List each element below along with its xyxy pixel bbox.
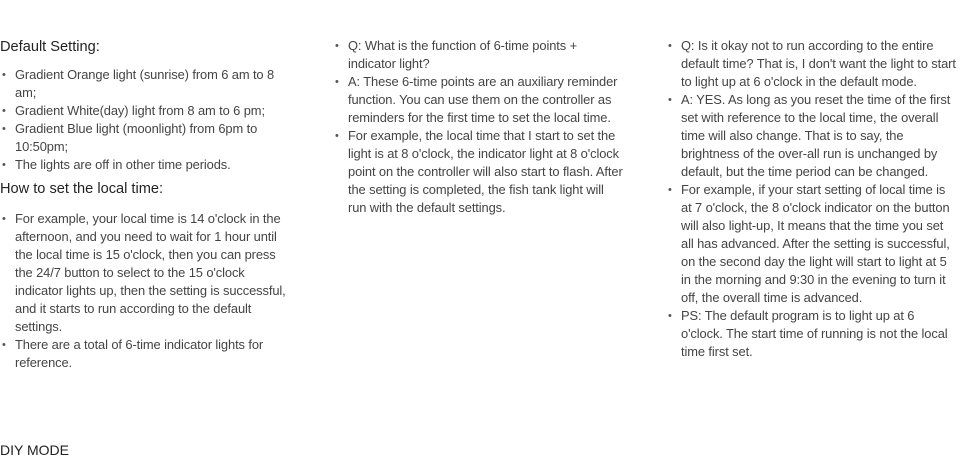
faq-time-points-list <box>333 37 625 217</box>
list-item: • A: These 6-time points are an auxiliary reminder function. You can use them on the controller as reminders for the first time to set the local time. <box>333 73 625 127</box>
list-item: • The lights are off in other time periods. <box>0 156 292 174</box>
list-item: • Q: What is the function of 6-time points + indicator light? <box>333 37 625 73</box>
column-default-setting <box>0 37 292 372</box>
column-faq-time-points <box>333 37 625 217</box>
list-item: • Gradient White(day) light from 8 am to 6 pm; <box>0 102 292 120</box>
list-item: • Gradient Orange light (sunrise) from 6 am to 8 am; <box>0 66 292 102</box>
heading-diy-mode: DIY MODE <box>0 442 69 458</box>
column-faq-default-time <box>666 37 958 361</box>
list-item: • PS: The default program is to light up at 6 o'clock. The start time of running is not the local time first set. <box>666 307 958 361</box>
list-item: • There are a total of 6-time indicator lights for reference. <box>0 336 292 372</box>
faq-default-time-list <box>666 37 958 361</box>
heading-default-setting: Default Setting: <box>0 39 100 55</box>
default-setting-list <box>0 66 292 174</box>
set-local-time-list <box>0 210 292 372</box>
list-item: • For example, if your start setting of local time is at 7 o'clock, the 8 o'clock indicator on the button will also light-up, It means that the time you set all has advanced. After the setting is successful, on the second day the light will start to light at 5 in the morning and 9:30 in the evening to turn it off, the overall time is advanced. <box>666 181 958 307</box>
list-item: • For example, the local time that I start to set the light is at 8 o'clock, the indicator light at 8 o'clock point on the controller will also start to flash. After the setting is completed, the fish tank light will run with the default settings. <box>333 127 625 217</box>
heading-set-local-time: How to set the local time: <box>0 181 164 197</box>
list-item: • Gradient Blue light (moonlight) from 6pm to 10:50pm; <box>0 120 292 156</box>
list-item: • A: YES. As long as you reset the time of the first set with reference to the local time, the overall time will also change. That is to say, the brightness of the over-all run is unchanged by default, but the time period can be changed. <box>666 91 958 181</box>
list-item: • For example, your local time is 14 o'clock in the afternoon, and you need to wait for 1 hour until the local time is 15 o'clock, then you can press the 24/7 button to select to the 15 o'clock indicator lights up, then the setting is successful, and it starts to run according to the default settings. <box>0 210 292 336</box>
list-item: • Q: Is it okay not to run according to the entire default time? That is, I don't want the light to start to light up at 6 o'clock in the default mode. <box>666 37 958 91</box>
